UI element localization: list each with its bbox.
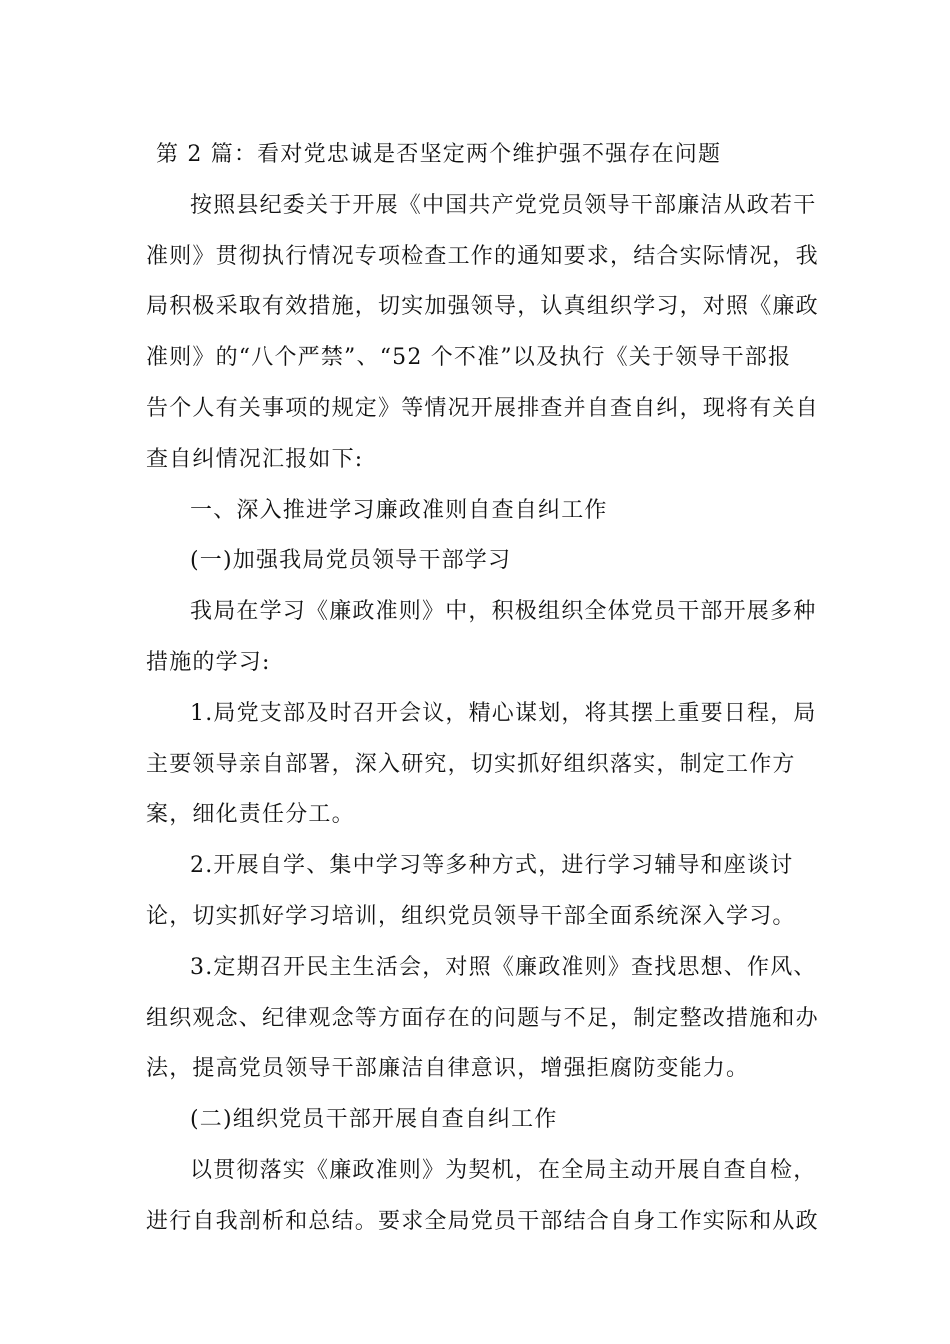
list-item-line: 3.定期召开民主生活会，对照《廉政准则》查找思想、作风、 xyxy=(190,954,817,980)
paragraph-line: 按照县纪委关于开展《中国共产党党员领导干部廉洁从政若干 xyxy=(190,192,817,218)
document-body xyxy=(146,130,819,1248)
list-item-line: 1.局党支部及时召开会议，精心谋划，将其摆上重要日程，局 xyxy=(190,700,817,726)
paragraph-line: 查自纠情况汇报如下: xyxy=(146,446,364,472)
paragraph-line: 准则》的“八个严禁”、“52 个不准”以及执行《关于领导干部报 xyxy=(146,345,792,371)
subsection-heading: (二)组织党员干部开展自查自纠工作 xyxy=(190,1107,558,1133)
list-item-line: 案，细化责任分工。 xyxy=(146,802,355,828)
paragraph-line: 告个人有关事项的规定》等情况开展排查并自查自纠，现将有关自 xyxy=(146,395,819,421)
list-item-line: 组织观念、纪律观念等方面存在的问题与不足，制定整改措施和办 xyxy=(146,1005,819,1031)
list-item-line: 2.开展自学、集中学习等多种方式，进行学习辅导和座谈讨 xyxy=(190,853,794,879)
section-heading: 一、深入推进学习廉政准则自查自纠工作 xyxy=(190,497,608,523)
paragraph-line: 准则》贯彻执行情况专项检查工作的通知要求，结合实际情况，我 xyxy=(146,243,819,269)
paragraph-line: 措施的学习: xyxy=(146,649,271,675)
paragraph-line: 我局在学习《廉政准则》中，积极组织全体党员干部开展多种 xyxy=(190,599,817,625)
subsection-heading: (一)加强我局党员领导干部学习 xyxy=(190,548,512,574)
paragraph-line: 局积极采取有效措施，切实加强领导，认真组织学习，对照《廉政 xyxy=(146,294,819,320)
list-item-line: 主要领导亲自部署，深入研究，切实抓好组织落实，制定工作方 xyxy=(146,751,796,777)
paragraph-line: 进行自我剖析和总结。要求全局党员干部结合自身工作实际和从政 xyxy=(146,1208,819,1234)
paragraph-line: 以贯彻落实《廉政准则》为契机，在全局主动开展自查自检， xyxy=(190,1157,817,1183)
list-item-line: 论，切实抓好学习培训，组织党员领导干部全面系统深入学习。 xyxy=(146,903,796,929)
document-title: 第 2 篇：看对党忠诚是否坚定两个维护强不强存在问题 xyxy=(156,142,722,167)
list-item-line: 法，提高党员领导干部廉洁自律意识，增强拒腐防变能力。 xyxy=(146,1056,750,1082)
